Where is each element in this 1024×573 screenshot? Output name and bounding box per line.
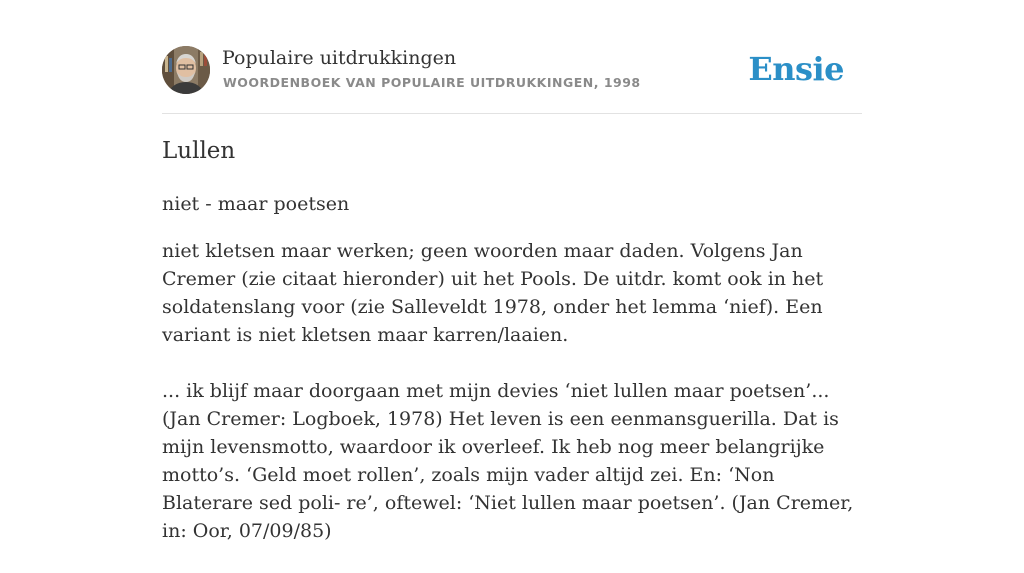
entry-paragraph: ... ik blijf maar doorgaan met mijn devies ‘niet lullen maar poetsen’... (Jan Cremer: Logboek, 1978) Het leven is een eenmansguerilla. Dat is mijn levensmotto, waardoor ik overleef. Ik heb nog meer belangrijke motto’s. ‘Geld moet rollen’, zoals mijn vader altijd zei. En: ‘Non Blaterare sed poli- re’, oftewel: ‘Niet lullen maar poetsen’. (Jan Cremer, in: Oor, 07/09/85) <box>162 380 854 542</box>
source-header <box>162 46 862 96</box>
entry-body <box>162 237 862 573</box>
entry-term: Lullen <box>162 138 236 164</box>
portrait-avatar-icon <box>162 46 210 94</box>
source-title[interactable]: Populaire uitdrukkingen <box>222 47 457 69</box>
avatar[interactable] <box>162 46 210 94</box>
source-subtitle: WOORDENBOEK VAN POPULAIRE UITDRUKKINGEN, 1998 <box>223 75 641 90</box>
entry-paragraph: niet kletsen maar werken; geen woorden maar daden. Volgens Jan Cremer (zie citaat hieronder) uit het Pools. De uitdr. komt ook in het soldatenslang voor (zie Salleveldt 1978, onder het lemma ‘nief). Een variant is niet kletsen maar karren/laaien. <box>162 240 824 346</box>
header-divider <box>162 113 862 114</box>
entry-subterm: niet - maar poetsen <box>162 193 350 215</box>
brand-logo[interactable]: Ensie <box>748 50 844 88</box>
